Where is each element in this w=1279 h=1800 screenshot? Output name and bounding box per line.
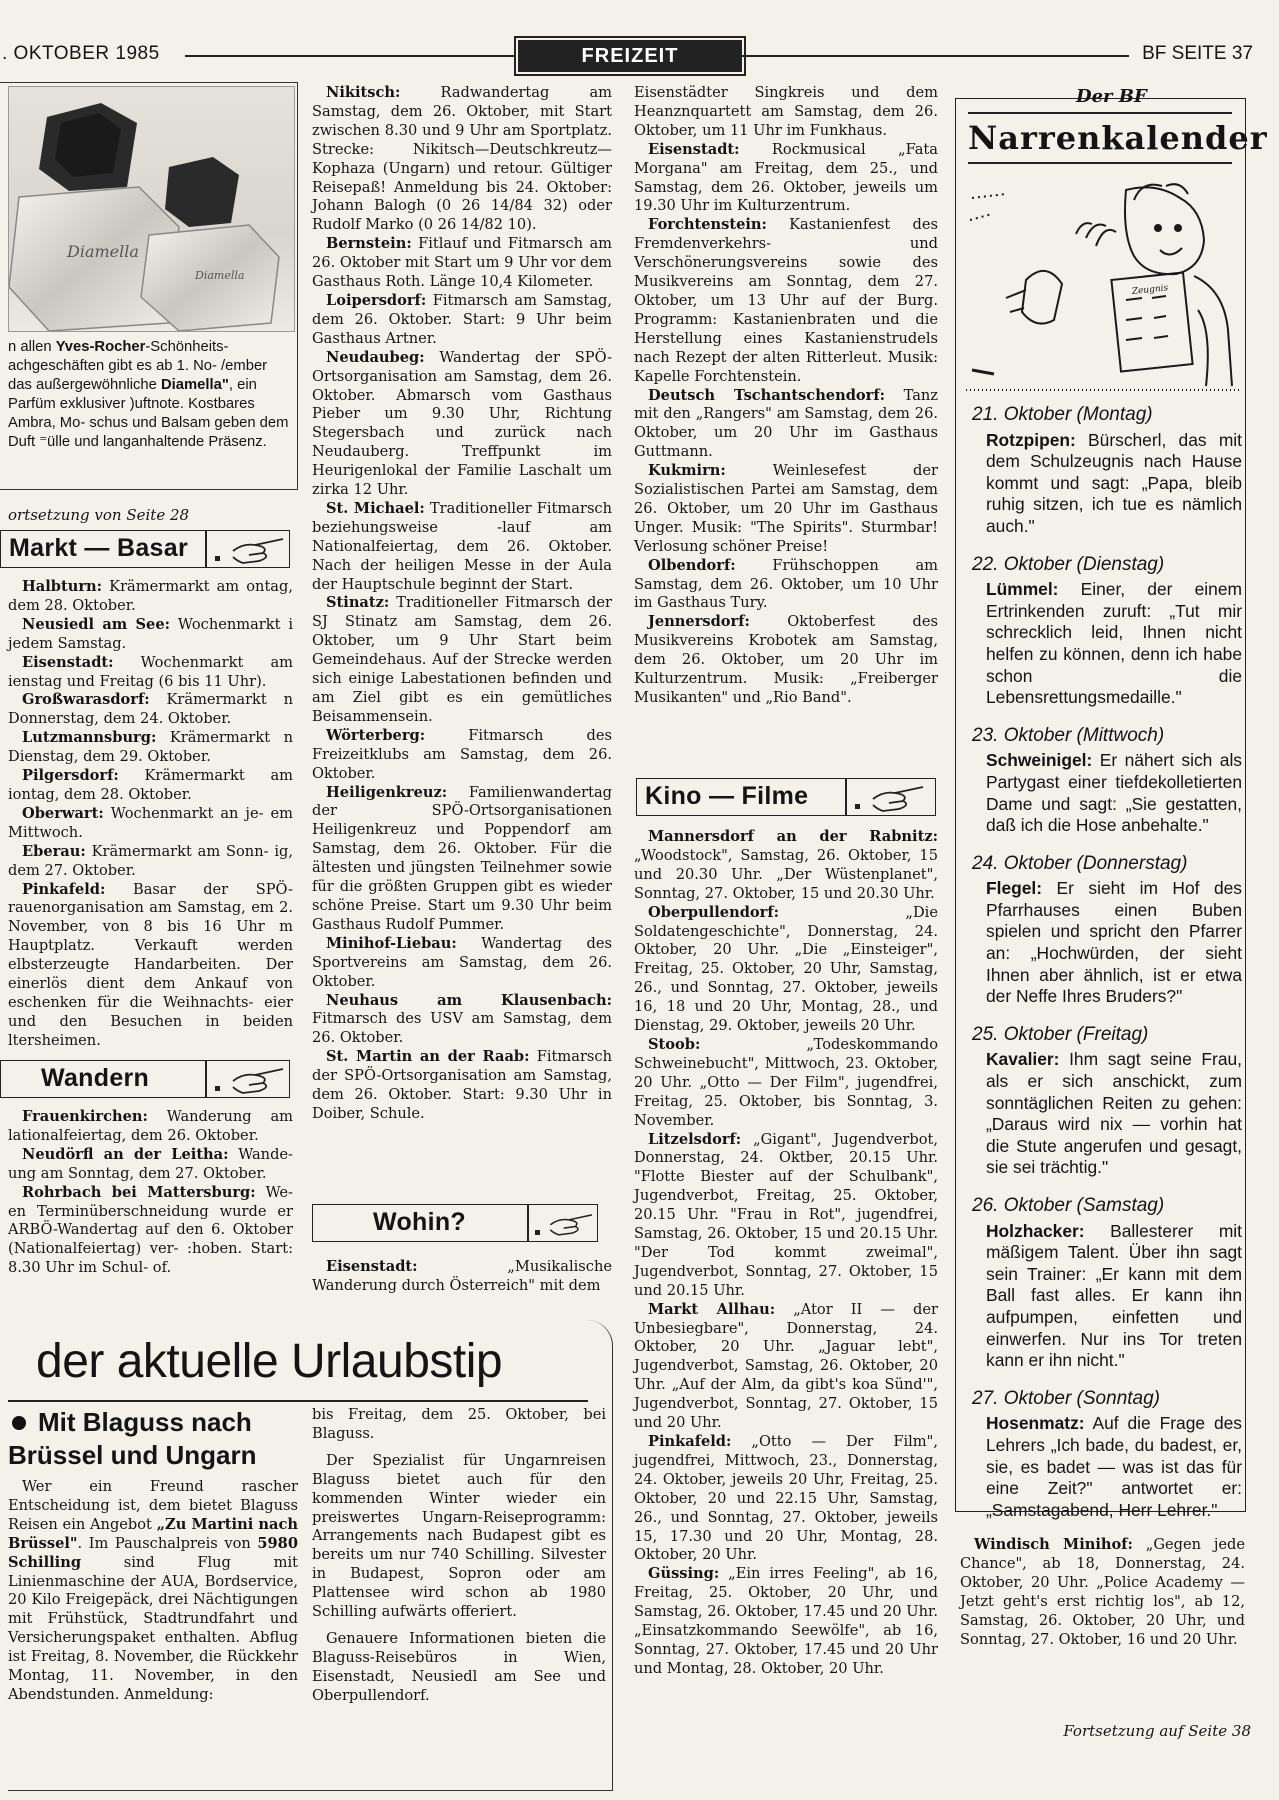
pointing-hand-icon	[229, 533, 289, 567]
markt-list	[8, 578, 293, 1051]
photo-caption	[8, 338, 290, 452]
list-item: St. Martin an der Raab: Fitmarsch der SPÖ-Ortsorganisation am Samstag, dem 26. Oktober. Start: 9.30 Uhr in Doiber, Schule.	[312, 1048, 612, 1122]
calendar-text: Holzhacker: Ballesterer mit mäßigem Talent. Über ihn sagt sein Trainer: „Er kann mit dem Ball fast alles. Er kann ihn aufpumpen, einfetten und einwerfen. Nur ins Tor treten kann er ihn nicht."	[986, 1220, 1242, 1371]
header-divider	[527, 1205, 529, 1241]
list-item: Neudörfl an der Leitha: Wande- ung am Sonntag, dem 27. Oktober.	[8, 1145, 293, 1182]
boy-with-report-card-illustration	[966, 180, 1240, 394]
list-item: Minihof-Liebau: Wandertag des Sportvereins am Samstag, dem 26. Oktober.	[312, 934, 612, 990]
list-item: St. Michael: Traditioneller Fitmarsch beziehungsweise -lauf am Nationalfeiertag, dem 26. Oktober. Nach der heiligen Messe in der Aula der Hauptschule beginnt der Start.	[312, 499, 612, 593]
list-item: Eisenstadt: Wochenmarkt am ienstag und Freitag (6 bis 11 Uhr).	[8, 653, 293, 690]
calendar-entries	[972, 404, 1242, 1537]
list-item: Forchtenstein: Kastanienfest des Fremdenverkehrs- und Verschönerungsvereins sowie des Musikvereins am Sonntag, dem 27. Oktober, um 13 Uhr auf der Burg. Programm: Kastanienbraten und die Herstellung eines Kastanienstrudels nach Rezept der alten Ritterleut. Musik: Kapelle Forchtenstein.	[634, 216, 938, 385]
list-item: Großwarasdorf: Krämermarkt n Donnerstag, dem 24. Oktober.	[8, 691, 293, 728]
calendar-text: Schweinigel: Er nähert sich als Partygast einer tiefdekolletierten Dame und sagt: „Sie gestatten, daß ich die Hose anbehalte."	[986, 750, 1242, 836]
header-dot	[855, 804, 860, 809]
page-number: BF SEITE 37	[1142, 43, 1253, 64]
calendar-day: 23. Oktober (Mittwoch)	[972, 724, 1165, 746]
calendar-title: Narrenkalender	[968, 112, 1232, 164]
issue-date: . OKTOBER 1985	[2, 43, 160, 64]
calendar-logo: Der BF	[1076, 86, 1147, 107]
list-item: Heiligenkreuz: Familienwandertag der SPÖ-Ortsorganisationen Heiligenkreuz und Poppendorf am Samstag, dem 26. Oktober. Für die ältesten und jüngsten Teilnehmer sowie für die größten Gruppen gibt es wieder schöne Preise. Start um 9.30 Uhr beim Gasthaus Rudolf Pummer.	[312, 783, 612, 933]
list-item: Frauenkirchen: Wanderung am lationalfeiertag, dem 26. Oktober.	[8, 1108, 293, 1144]
caption-text: -Schönheits- achgeschäften gibt es ab 1. No- /ember das außergewöhnliche	[8, 339, 268, 393]
list-item: Bernstein: Fitlauf und Fitmarsch am 26. Oktober mit Start um 9 Uhr vor dem Gasthaus Roth. Länge 10,4 Kilometer.	[312, 235, 612, 291]
caption-product: Diamella"	[161, 377, 229, 393]
list-item: Lutzmannsburg: Krämermarkt n Dienstag, dem 29. Oktober.	[8, 729, 293, 766]
list-item: Pinkafeld: „Otto — Der Film", jugendfrei, Mittwoch, 23., Donnerstag, 24. Oktober, jeweils 20 Uhr, Freitag, 25. Oktober, 20 und 22.15 Uhr, Samstag, 26., und Sonntag, 27. Oktober, jeweils 15, 17.30 und 20 Uhr, Montag, 28. Oktober, 20 Uhr.	[634, 1433, 938, 1564]
pointing-hand-icon	[869, 781, 929, 815]
section-header-wandern	[0, 1060, 290, 1098]
pointing-hand-icon	[547, 1207, 597, 1241]
calendar-day: 24. Oktober (Donnerstag)	[972, 852, 1188, 874]
list-item: Eisenstadt: „Musikalische Wanderung durch Österreich" mit dem	[312, 1258, 612, 1294]
section-title-kino: Kino — Filme	[645, 782, 809, 810]
urlaubstip-title: der aktuelle Urlaubstip	[36, 1335, 503, 1388]
cartoon-illustration	[966, 180, 1240, 394]
list-item: Markt Allhau: „Ator II — der Unbesiegbare", Donnerstag, 24. Oktober, 20 Uhr. „Jaguar lebt", Jugendverbot, Samstag, 26. Oktober, 20 Uhr. „Auf der Alm, da gibt's koa Sünd'", Jugendverbot, Sonntag, 27. Oktober, 15 und 20 Uhr.	[634, 1300, 938, 1432]
caption-text: n allen	[8, 339, 56, 355]
section-title-markt: Markt — Basar	[9, 534, 188, 562]
pointing-hand-icon	[229, 1063, 289, 1097]
list-item: Oberwart: Wochenmarkt an je- em Mittwoch.	[8, 804, 293, 841]
urlaubstip-box	[8, 1320, 616, 1792]
calendar-text: Rotzpipen: Bürscherl, das mit dem Schulzeugnis nach Hause kommt und sagt: „Papa, bleib ruhig sitzen, ich tue es nämlich auch."	[986, 429, 1242, 536]
list-item: Eisenstadt: Rockmusical „Fata Morgana" am Freitag, dem 25., und Samstag, dem 26. Oktober, jeweils um 19.30 Uhr im Kulturzentrum.	[634, 140, 938, 215]
list-item: Litzelsdorf: „Gigant", Jugendverbot, Donnerstag, 24. Oktber, 20.15 Uhr. "Flotte Biester auf der Schulbank", Jugendverbot, Freitag, 25. Oktober, 20.15 Uhr. "Frau in Rot", jugendfrei, Samstag, 26. Oktober, 15 und 20.15 Uhr. "Der Tod kommt zweimal", Jugendverbot, Sonntag, 27. Oktober, 15 und 20.15 Uhr.	[634, 1130, 938, 1299]
bullet-icon	[12, 1416, 26, 1430]
list-item: Neuhaus am Klausenbach: Fitmarsch des USV am Samstag, dem 26. Oktober.	[312, 991, 612, 1047]
kino-continued	[960, 1536, 1245, 1649]
section-header-wohin	[312, 1204, 598, 1242]
section-header-kino	[636, 778, 936, 816]
calendar-day: 25. Oktober (Freitag)	[972, 1023, 1149, 1045]
caption-brand: Yves-Rocher	[55, 339, 146, 355]
list-item: Eisenstädter Singkreis und dem Heanznquartett am Samstag, dem 26. Oktober, um 11 Uhr im Funkhaus.	[634, 84, 938, 139]
report-card-label: Zeugnis	[1131, 283, 1169, 298]
section-title-wandern: Wandern	[41, 1064, 150, 1092]
header-dot	[215, 556, 220, 561]
list-item: Eberau: Krämermarkt am Sonn- ig, dem 27. Oktober.	[8, 842, 293, 879]
urlaubstip-rule	[8, 1400, 588, 1402]
header-dot	[215, 1086, 220, 1091]
paragraph: Genauere Informationen bieten die Blaguss-Reisebüros in Wien, Eisenstadt, Neusiedl am See und Oberpullendorf.	[312, 1629, 606, 1704]
list-item: Mannersdorf an der Rabnitz: „Woodstock", Samstag, 26. Oktober, 15 und 20.30 Uhr. „Der Wüstenplanet", Sonntag, 27. Oktober, 15 und 20.30 Uhr.	[634, 828, 938, 902]
wandern-list	[8, 1108, 293, 1278]
list-item: Neusiedl am See: Wochenmarkt i jedem Samstag.	[8, 615, 293, 652]
bottle-label-large: Diamella	[67, 242, 139, 261]
list-item: Nikitsch: Radwandertag am Samstag, dem 26. Oktober, mit Start zwischen 8.30 und 9 Uhr am Sportplatz. Strecke: Nikitsch—Deutschkreutz—Kophaza (Ungarn) und retour. Gültiger Reisepaß! Anmeldung bis 24. Oktober: Johann Balogh (0 26 14/84 32) oder Rudolf Marko (0 26 14/82 10).	[312, 84, 612, 234]
list-item: Windisch Minihof: „Gegen jede Chance", ab 18, Donnerstag, 24. Oktober, 20 Uhr. „Police Academy — Jetzt geht's erst richtig los", ab 12, Samstag, 26. Oktober, 20 Uhr, und Sonntag, 27. Oktober, 16 und 20 Uhr.	[960, 1536, 1245, 1648]
caption-text: , ein Parfüm exklusiver )uftnote. Kostbares Ambra, Mo- schus und Balsam geben dem Duft ⁼ülle und langanhaltende Präsenz.	[8, 377, 289, 450]
bottle-label-small: Diamella	[195, 269, 245, 282]
calendar-text: Hosenmatz: Auf die Frage des Lehrers „Ich bade, du badest, er, sie, es badet — was ist das für eine Zeit?" antwortet er: „Samstagabend, Herr Lehrer."	[986, 1413, 1242, 1520]
list-item: Olbendorf: Frühschoppen am Samstag, dem 26. Oktober, um 10 Uhr im Gasthaus Tury.	[634, 556, 938, 612]
veranstaltungen-list	[634, 84, 938, 708]
wandertage-list	[312, 84, 612, 1124]
kino-list	[634, 828, 938, 1679]
list-item: Wörterberg: Fitmarsch des Freizeitklubs am Samstag, dem 26. Oktober.	[312, 726, 612, 782]
section-header-markt	[0, 530, 290, 568]
list-item: Jennersdorf: Oktoberfest des Musikvereins Krobotek am Samstag, dem 26. Oktober, um 20 Uhr im Kulturzentrum. Musik: „Freiberger Musikanten" und „Rio Band".	[634, 613, 938, 706]
header-divider	[205, 1061, 207, 1097]
list-item: Neudaubeg: Wandertag der SPÖ-Ortsorganisation am Samstag, dem 26. Oktober. Abmarsch vom Gasthaus Pieber um 9.30 Uhr, Richtung Stegersbach und zurück nach Neudauberg. Treffpunkt im Heurigenlokal der Familie Laschalt um zirka 12 Uhr.	[312, 348, 612, 499]
list-item: Halbturn: Krämermarkt am ontag, dem 28. Oktober.	[8, 578, 293, 614]
header-rule-right	[740, 55, 1129, 57]
page-header	[0, 40, 1279, 70]
calendar-day: 21. Oktober (Montag)	[972, 404, 1153, 425]
calendar-text: Lümmel: Einer, der einem Ertrinkenden zuruft: „Tut mir schrecklich leid, Ihnen nicht helfen zu können, denn ich habe schon die Lebensrettungsmedaille."	[986, 579, 1242, 708]
calendar-day: 26. Oktober (Samstag)	[972, 1195, 1165, 1216]
section-title: FREIZEIT	[518, 40, 742, 72]
calendar-text: Kavalier: Ihm sagt seine Frau, als er sich anschickt, zum sonntäglichen Reiten zu gehen: „Daraus wird nix — vorhin hat die Stute angerufen und gesagt, sie sei trächtig."	[986, 1049, 1242, 1178]
list-item: Kukmirn: Weinlesefest der Sozialistischen Partei am Samstag, dem 26. Oktober, um 20 Uhr im Gasthaus Unger. Musik: "The Spirits". Sturmbar! Verlosung schöner Preise!	[634, 462, 938, 555]
list-item: Deutsch Tschantschendorf: Tanz mit den „Rangers" am Samstag, dem 26. Oktober, um 20 Uhr im Gasthaus Guttmann.	[634, 386, 938, 461]
urlaubstip-text-right	[312, 1406, 606, 1706]
section-title-wohin: Wohin?	[373, 1208, 466, 1236]
paragraph: bis Freitag, dem 25. Oktober, bei Blaguss.	[312, 1406, 606, 1442]
calendar-day: 22. Oktober (Dienstag)	[972, 553, 1165, 575]
list-item: Stinatz: Traditioneller Fitmarsch der SJ Stinatz am Samstag, dem 26. Oktober, um 9 Uhr Start beim Gemeindehaus. Auf der Strecke werden sich einige Labestationen befinden und am Ziel gibt es ein gemütliches Beisammensein.	[312, 594, 612, 725]
wohin-list	[312, 1258, 612, 1296]
list-item: Rohrbach bei Mattersburg: We- en Terminüberschneidung wurde er ARBÖ-Wandertag auf den 6. Oktober (Nationalfeiertag) ver- :hoben. Start: 8.30 Uhr im Schul- of.	[8, 1183, 293, 1277]
list-item: Oberpullendorf: „Die Soldatengeschichte", Donnerstag, 24. Oktober, 20 Uhr. „Die „Einsteiger", Freitag, 25. Oktober, 20 Uhr, Samstag, 26., und Sonntag, 27. Oktober, jeweils 16, 18 und 20 Uhr, Montag, 28., und Dienstag, 29. Oktober, jeweils 20 Uhr.	[634, 903, 938, 1035]
paragraph: Der Spezialist für Ungarnreisen Blaguss bietet auch für den kommenden Winter wieder ein preiswertes Ungarn-Reiseprogramm: Arrangements nach Budapest gibt es bereits um nur 740 Schilling. Silvester in Budapest, Sopron oder am Plattensee wird schon ab 1980 Schilling aufwärts offeriert.	[312, 1451, 606, 1621]
urlaubstip-text-left	[8, 1478, 298, 1705]
continuation-from: ortsetzung von Seite 28	[8, 506, 190, 524]
header-divider	[205, 531, 207, 567]
continuation-to: Fortsetzung auf Seite 38	[1063, 1722, 1251, 1740]
list-item: Pilgersdorf: Krämermarkt am iontag, dem 28. Oktober.	[8, 767, 293, 803]
header-rule-left	[185, 55, 515, 57]
list-item: Güssing: „Ein irres Feeling", ab 16, Freitag, 25. Oktober, 20 Uhr, und Samstag, 26. Oktober, 17.45 und 20 Uhr. „Einsatzkommando Seewölfe", ab 16, Sonntag, 27. Oktober, 17.45 und 20 Uhr und Montag, 28. Oktober, 20 Uhr.	[634, 1565, 938, 1677]
calendar-day: 27. Oktober (Sonntag)	[972, 1387, 1160, 1409]
perfume-photo	[8, 86, 295, 332]
list-item: Stoob: „Todeskommando Schweinebucht", Mittwoch, 23. Oktober, 20 Uhr. „Otto — Der Film", jugendfrei, Freitag, 25. Oktober, bis Sonntag, 3. November.	[634, 1035, 938, 1129]
list-item: Loipersdorf: Fitmarsch am Samstag, dem 26. Oktober. Start: 9 Uhr beim Gasthaus Artner.	[312, 291, 612, 347]
list-item: Pinkafeld: Basar der SPÖ- rauenorganisation am Samstag, em 2. November, von 8 bis 16 Uhr m Hauptplatz. Verkauft werden elbsterzeugte Handarbeiten. Der einerlös dient dem Ankauf von eschenken für die Weihnachts- eier und den Besuchen in beiden ltersheimen.	[8, 880, 293, 1049]
header-dot	[535, 1230, 540, 1235]
header-divider	[845, 779, 847, 815]
calendar-text: Flegel: Er sieht im Hof des Pfarrhauses einen Buben spielen und spricht den Pfarrer an: „Hochwürden, der sieht Ihnen aber ähnlich, ist er etwa der Neffe Ihres Bruders?"	[986, 878, 1242, 1007]
paragraph: Wer ein Freund rascher Entscheidung ist, dem bietet Blaguss Reisen ein Angebot „Zu Martini nach Brüssel". Im Pauschalpreis von 5980 Schilling sind Flug mit Linienmaschine der AUA, Bordservice, 20 Kilo Freigepäck, drei Nächtigungen mit Frühstück, Stadtrundfahrt und Versicherungspaket enthalten. Abflug ist Freitag, 8. November, die Rückkehr Montag, 11. November, in den Abendstunden. Anmeldung:	[8, 1478, 298, 1703]
urlaubstip-headline: Mit Blaguss nach Brüssel und Ungarn	[8, 1407, 257, 1470]
perfume-bottles-illustration	[9, 87, 294, 331]
